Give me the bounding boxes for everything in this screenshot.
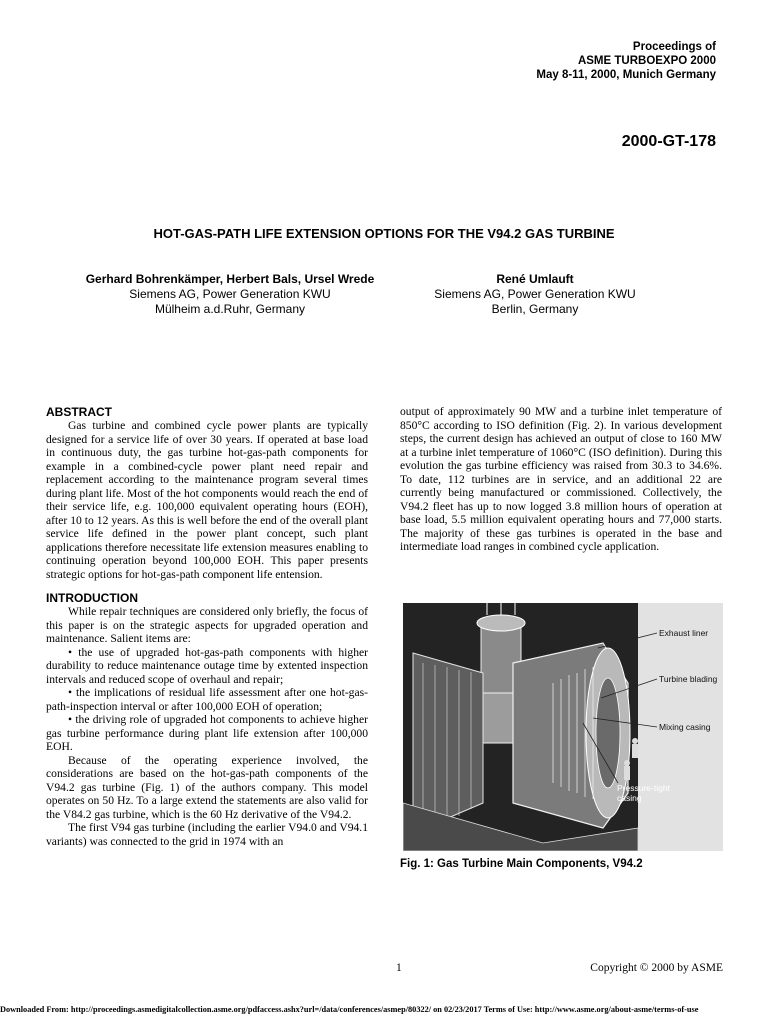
author-block-1: [70, 272, 390, 317]
author-names: René Umlauft: [496, 272, 574, 286]
label-mixing-casing: Mixing casing: [659, 722, 711, 732]
author-location: Mülheim a.d.Ruhr, Germany: [154, 302, 306, 316]
author-affiliation: Siemens AG, Power Generation KWU: [129, 287, 331, 301]
figure-caption: Fig. 1: Gas Turbine Main Components, V94.2: [400, 858, 643, 870]
proceedings-header: [536, 40, 716, 82]
proceedings-line: Proceedings of: [632, 41, 716, 53]
author-names: Gerhard Bohrenkämper, Herbert Bals, Ursel Wrede: [85, 272, 375, 286]
author-location: Berlin, Germany: [491, 302, 579, 316]
introduction-heading: INTRODUCTION: [46, 591, 138, 605]
label-pressure-tight: Pressure-tight: [617, 783, 670, 793]
intro-bullet: • the implications of residual life assessment after one hot-gas-path-inspection interval or after 100,000 EOH of operation;: [46, 686, 368, 713]
abstract-text: Gas turbine and combined cycle power plants are typically designed for a service life of over 30 years. If operated at base load in continuous duty, the gas turbine hot-gas-path components for example in a combined-cycle power plant need repair and replacement according to the maintenance program several times during plant life. Most of the hot components would reach the end of their service life, e.g. 100,000 equivalent operating hours (EOH), after 10 to 12 years. As this is well before the end of the overall plant service life defined in the power plant concept, such plant applications therefore necessitate life extension measures enabling to continuing operation beyond 100,000 EOH. This paper presents strategic options for hot-gas-path component life entension.: [46, 419, 368, 581]
intro-bullet: • the use of upgraded hot-gas-path components with higher durability to reduce maintenance outage time by extented inspection intervals and reduced scope of overhaul and repair;: [46, 645, 368, 686]
intro-bullet: • the driving role of upgraded hot components to achieve higher gas turbine performance during plant life extension after 100,000 EOH.: [46, 713, 368, 753]
abstract-heading: ABSTRACT: [46, 405, 112, 419]
intro-paragraph: While repair techniques are considered only briefly, the focus of this paper is on the strategic aspects for upgraded operation and maintenance. Salient items are:: [46, 605, 368, 645]
author-block-2: [400, 272, 670, 317]
page-number: 1: [396, 962, 402, 974]
copyright-notice: Copyright © 2000 by ASME: [590, 962, 723, 974]
right-column: [400, 405, 722, 554]
label-casing: casing: [617, 793, 642, 803]
paper-id: 2000-GT-178: [621, 133, 716, 150]
download-notice: Downloaded From: http://proceedings.asmedigitalcollection.asme.org/pdfaccess.ashx?url=/data/conferences/asmep/80322/ on 02/23/2017 Terms of Use: http://www.asme.org/about-asme/terms-of-use: [0, 1005, 699, 1014]
intro-paragraph: Because of the operating experience involved, the considerations are based on the hot-gas-path components of the V94.2 gas turbine (Fig. 1) of the authors company. This model operates on 50 Hz. To a large extend the statements are also valid for the V84.2 gas turbine, which is the 60 Hz derivative of the V94.2.: [46, 753, 368, 821]
paper-title: HOT-GAS-PATH LIFE EXTENSION OPTIONS FOR THE V94.2 GAS TURBINE: [153, 226, 615, 241]
right-column-paragraph: output of approximately 90 MW and a turbine inlet temperature of 850°C according to ISO definition (Fig. 2). In various development steps, the current design has achieved an output of close to 160 MW at a turbine inlet temperature of 1060°C (ISO definition). During this evolution the gas turbine efficiency was raised from 30.3 to 34.6%. To date, 112 turbines are in service, and an additional 22 are currently being manufactured or commissioned. Collectively, the V94.2 fleet has up to now logged 3.8 million hours of operation at base load, 5.5 million equivalent operating hours and 77,000 starts. The majority of these gas turbines is operated in the base and intermediate load ranges in combined cycle application.: [400, 405, 722, 553]
author-affiliation: Siemens AG, Power Generation KWU: [434, 287, 636, 301]
left-column: [46, 405, 368, 848]
intro-paragraph: The first V94 gas turbine (including the earlier V94.0 and V94.1 variants) was connected to the grid in 1974 with an: [46, 821, 368, 848]
label-turbine-blading: Turbine blading: [659, 674, 718, 684]
gas-turbine-figure: [403, 603, 723, 851]
proceedings-line: May 8-11, 2000, Munich Germany: [536, 69, 716, 81]
proceedings-line: ASME TURBOEXPO 2000: [577, 55, 716, 67]
label-exhaust-liner: Exhaust liner: [659, 628, 709, 638]
